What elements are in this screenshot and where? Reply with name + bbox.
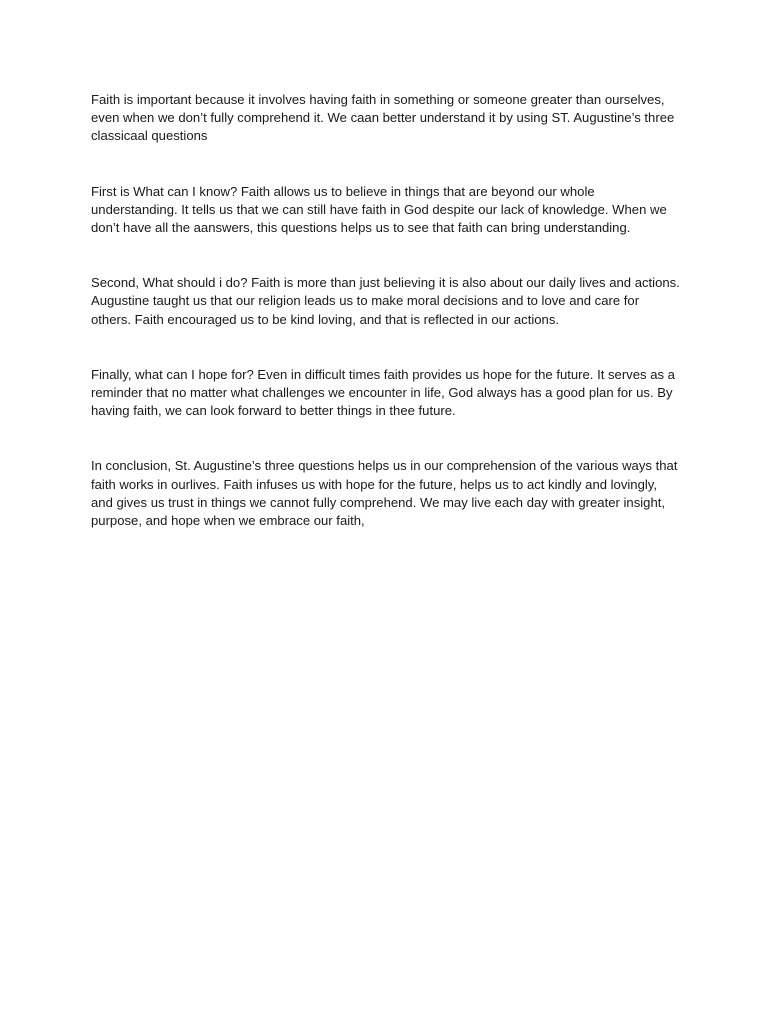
paragraph-what-can-i-hope-for: Finally, what can I hope for? Even in difficult times faith provides us hope for the future. It serves as a reminder that no matter what challenges we encounter in life, God always has a good plan for us. By having faith, we can look forward to better things in thee future.: [91, 366, 675, 419]
document-body: [91, 91, 681, 567]
paragraph-what-can-i-know: First is What can I know? Faith allows us to believe in things that are beyond our whole understanding. It tells us that we can still have faith in God despite our lack of knowledge. When we don’t have all the aanswers, this questions helps us to see that faith can bring understanding.: [91, 183, 667, 236]
paragraph-what-should-i-do: Second, What should i do? Faith is more than just believing it is also about our daily lives and actions. Augustine taught us that our religion leads us to make moral decisions and to love and care for others. Faith encouraged us to be kind loving, and that is reflected in our actions.: [91, 275, 680, 327]
paragraph-introduction: Faith is important because it involves having faith in something or someone greater than ourselves, even when we don’t fully comprehend it. We caan better understand it by using ST. Augustine’s three classicaal questions: [91, 92, 675, 144]
paragraph-conclusion: In conclusion, St. Augustine’s three questions helps us in our comprehension of the various ways that faith works in ourlives. Faith infuses us with hope for the future, helps us to act kindly and lovingly, and gives us trust in things we cannot fully comprehend. We may live each day with greater insight, purpose, and hope when we embrace our faith,: [91, 458, 678, 529]
